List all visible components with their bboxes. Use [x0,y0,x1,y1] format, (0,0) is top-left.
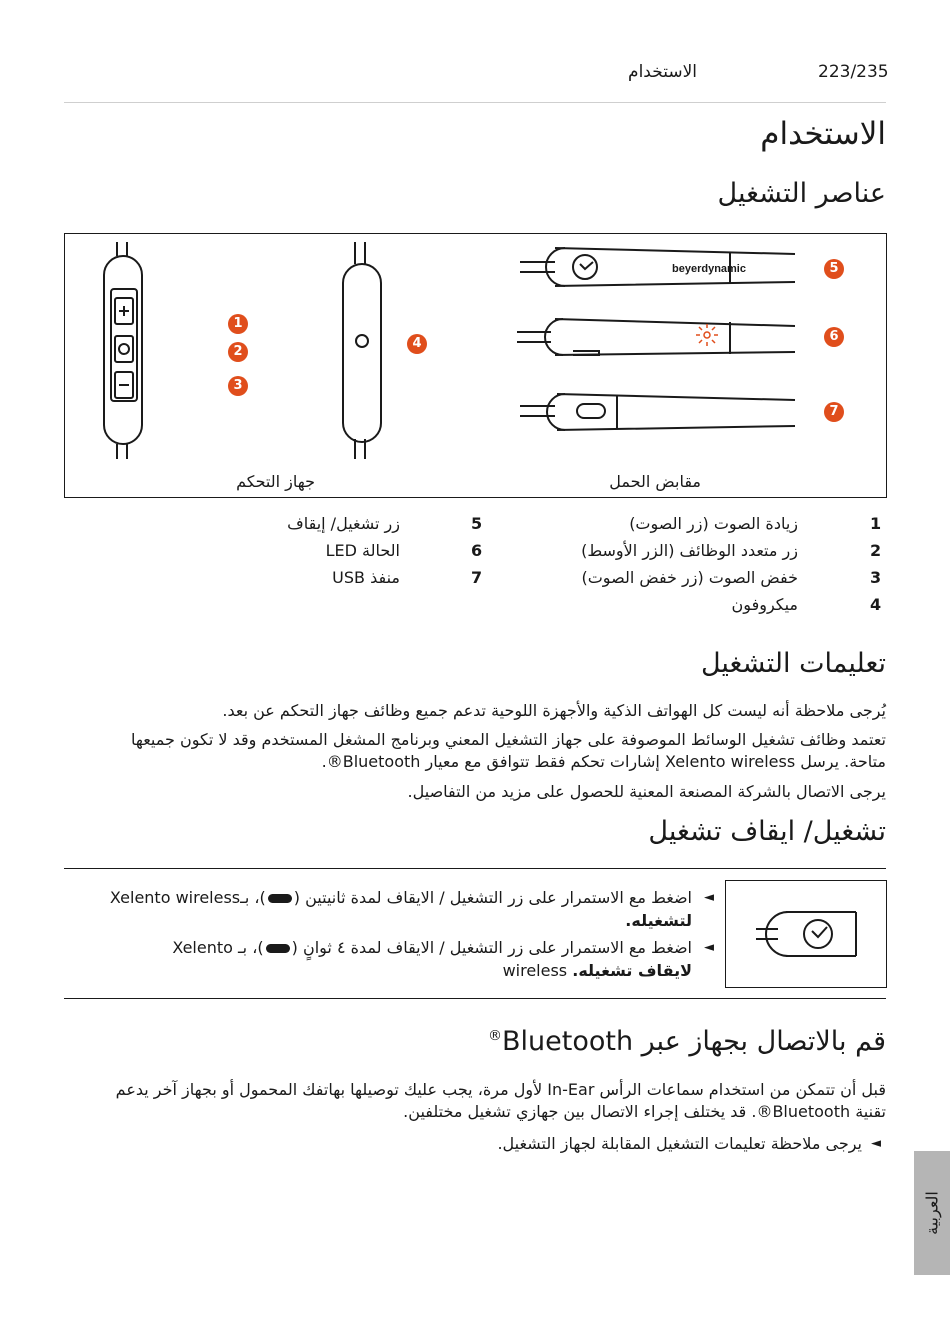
callout-7: 7 [824,402,844,422]
bluetooth-p1-line1: قبل أن تتمكن من استخدام سماعات الرأس In-Ear لأول مرة، يجب عليك توصيلها بهاتفك المحمول أو بجهاز آخر يدعم [115,1080,886,1099]
onoff-item-2-text-pre: اضغط مع الاستمرار على زر التشغيل / الايقاف لمدة ٤ ثوانٍ ( [291,938,692,957]
page-number: 223/235 [818,62,889,82]
brand-logo: beyerdynamic [672,263,746,275]
language-tab-label: العربية [922,1191,942,1235]
onoff-item-1-line2: لتشغيله. [625,911,692,930]
housing-middle-drawing [517,319,795,355]
legend-num-1: 1 [870,514,882,533]
housing-bottom-drawing [520,394,795,430]
controls-figure [64,233,887,498]
microphone-drawing [343,242,381,459]
label-remote: جهاز التحكم [236,472,315,491]
operating-p2-line2: متاحة. يرسل Xelento wireless إشارات تحكم فقط تتوافق مع معيار Bluetooth®. [321,752,886,771]
callout-2: 2 [228,342,248,362]
legend-text-3: خفض الصوت (زر خفض الصوت) [581,568,798,587]
bluetooth-heading [420,1026,886,1057]
running-header: الاستخدام [628,62,697,82]
press-indicator-icon [266,944,290,953]
led-indicator [696,324,718,346]
onoff-item-2-line2 [64,959,692,982]
power-button-illustration [726,881,886,987]
onoff-item-1-text-post: )، بـXelento wireless [109,888,266,907]
operating-p3: يرجى الاتصال بالشركة المصنعة المعنية للحصول على مزيد من التفاصيل. [407,782,886,801]
callout-1: 1 [228,314,248,334]
legend-text-4: ميكروفون [731,595,798,614]
controls-heading: عناصر التشغيل [717,178,886,209]
bullet-icon: ◄ [704,940,714,955]
legend-num-4: 4 [870,595,882,614]
housing-top-drawing [520,248,795,286]
legend-text-2: زر متعدد الوظائف (الزر الأوسط) [581,541,798,560]
onoff-top-rule [64,868,886,869]
language-tab [914,1151,950,1275]
legend-text-6: الحالة LED [325,541,400,560]
onoff-item-2-line1 [64,936,692,959]
callout-4: 4 [407,334,427,354]
legend-num-6: 6 [471,541,483,560]
registered-mark: ® [487,1028,502,1044]
legend-num-7: 7 [471,568,483,587]
legend-num-2: 2 [870,541,882,560]
legend-text-7: منفذ USB [332,568,400,587]
legend-text-1: زيادة الصوت (زر الصوت) [629,514,798,533]
callout-5: 5 [824,259,844,279]
onoff-item-1-line1 [64,886,692,909]
label-housing: مقابض الحمل [609,472,701,491]
onoff-item-2-plain: wireless [502,961,568,980]
legend-num-5: 5 [471,514,483,533]
onoff-item-2-bold: لايقاف تشغيله. [572,961,692,980]
onoff-bottom-rule [64,998,886,999]
operating-heading: تعليمات التشغيل [700,648,886,679]
operating-note: يُرجى ملاحظة أنه ليست كل الهواتف الذكية والأجهزة اللوحية تدعم جميع وظائف جهاز التحكم عن بعد. [222,701,886,720]
bluetooth-p1-line2: تقنية Bluetooth®. قد يختلف إجراء الاتصال بين جهازي تشغيل مختلفين. [403,1102,886,1121]
callout-3: 3 [228,376,248,396]
earphone-illustration [65,234,886,497]
operating-p2-line1: تعتمد وظائف تشغيل الوسائط الموصوفة على جهاز التشغيل المعني وبرنامج المشغل المستخدم وقد لا تكون جميعها [130,730,886,749]
onoff-heading: تشغيل/ ايقاف تشغيل [648,816,886,847]
bluetooth-heading-text: قم بالاتصال بجهاز عبر Bluetooth [501,1026,886,1057]
legend-num-3: 3 [870,568,882,587]
bullet-icon: ◄ [871,1136,881,1151]
bullet-icon: ◄ [704,890,714,905]
callout-6: 6 [824,327,844,347]
onoff-item-1-text-pre: اضغط مع الاستمرار على زر التشغيل / الايقاف لمدة ثانيتين ( [293,888,692,907]
bluetooth-note: يرجى ملاحظة تعليمات التشغيل المقابلة لجهاز التشغيل. [497,1134,862,1153]
remote-control-drawing [104,242,142,459]
press-indicator-icon [268,894,292,903]
header-divider [64,102,886,103]
page-title: الاستخدام [760,116,886,152]
legend-text-5: زر تشغيل/ إيقاف [287,514,400,533]
onoff-figure [725,880,887,988]
onoff-item-2-text-post: )، بـ Xelento [172,938,264,957]
